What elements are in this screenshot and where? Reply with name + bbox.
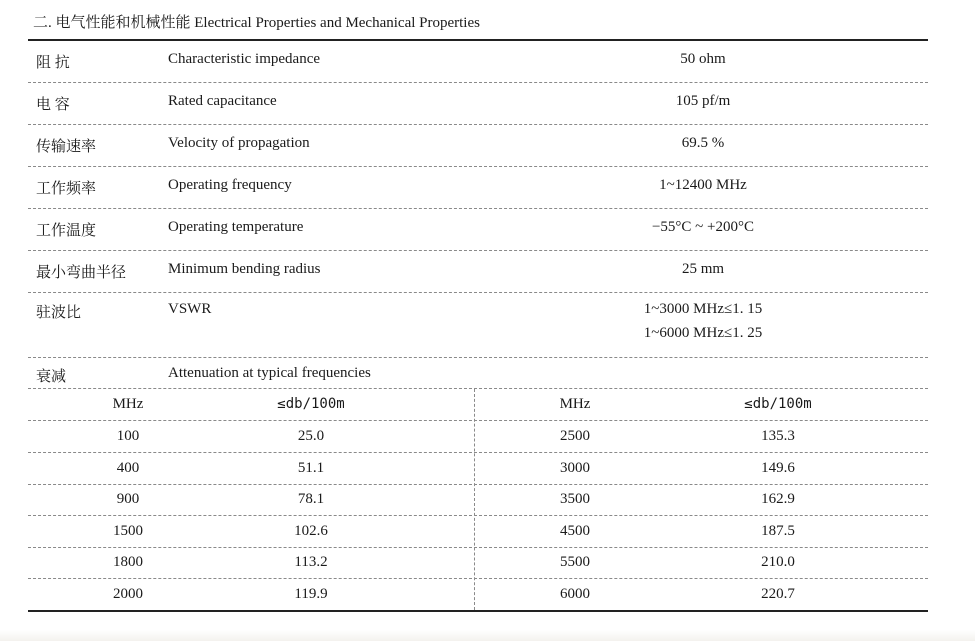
property-name-en: VSWR [168, 301, 212, 317]
attenuation-cell: 135.3 [761, 428, 795, 444]
attenuation-cell: 119.9 [294, 585, 328, 602]
attenuation-column-headers [28, 389, 928, 421]
property-value [628, 219, 778, 236]
property-name-en: Minimum bending radius [168, 261, 321, 277]
property-name-cn: 最小弯曲半径 [36, 265, 127, 281]
attenuation-cell: 113.2 [294, 554, 328, 570]
property-name-en: Velocity of propagation [168, 135, 310, 151]
frequency-cell: 900 [116, 491, 140, 507]
attenuation-row [28, 516, 928, 548]
property-name-cn: 工作频率 [36, 181, 97, 197]
property-row [28, 167, 928, 209]
property-name-cn: 传输速率 [36, 139, 97, 155]
frequency-cell: 2500 [560, 428, 590, 444]
frequency-cell: 1500 [113, 522, 143, 539]
attenuation-cell: 78.1 [297, 491, 325, 507]
attenuation-cell: 25.0 [297, 428, 325, 444]
frequency-cell: 100 [116, 428, 140, 444]
attenuation-label-en: Attenuation at typical frequencies [168, 365, 371, 381]
property-row [28, 41, 928, 83]
property-row [28, 83, 928, 125]
property-name-en: Operating temperature [168, 219, 304, 235]
column-divider [474, 389, 475, 610]
attenuation-cell: 210.0 [761, 554, 795, 570]
property-name-cn: 阻 抗 [36, 55, 70, 71]
attenuation-cell: 162.9 [761, 491, 795, 507]
frequency-cell: 2000 [113, 585, 143, 602]
property-name-cn: 工作温度 [36, 223, 97, 239]
frequency-cell: 5500 [560, 554, 590, 570]
attenuation-label-cn: 衰减 [36, 369, 67, 385]
attenuation-cell: 187.5 [761, 522, 795, 539]
attenuation-cell: 220.7 [761, 585, 795, 602]
property-value [628, 93, 778, 110]
property-name-en: Rated capacitance [168, 93, 277, 109]
property-row [28, 251, 928, 293]
frequency-cell: 6000 [560, 585, 590, 602]
property-value-line: 105 pf/m [675, 93, 731, 109]
property-value-line: 69.5 % [681, 135, 725, 151]
property-value-line: 50 ohm [680, 51, 726, 67]
property-value-line: −55°C ~ +200°C [651, 219, 755, 235]
attenuation-row [28, 579, 928, 610]
property-row [28, 293, 928, 358]
property-name-cn: 电 容 [36, 97, 70, 113]
col-header-db-1: ≤db/100m [277, 396, 345, 412]
col-header-mhz-1: MHz [112, 396, 144, 412]
property-row [28, 209, 928, 251]
attenuation-cell: 51.1 [297, 459, 325, 476]
attenuation-row [28, 421, 928, 453]
property-value [628, 261, 778, 278]
property-value-line: 25 mm [681, 261, 725, 277]
attenuation-header [28, 358, 928, 389]
col-header-db-2: ≤db/100m [744, 396, 812, 412]
page-edge [0, 630, 975, 641]
property-name-cn: 驻波比 [36, 305, 82, 321]
property-value [628, 135, 778, 152]
frequency-cell: 4500 [560, 522, 590, 539]
property-value-line: 1~12400 MHz [659, 177, 747, 193]
property-value [628, 51, 778, 68]
property-value-line: 1~3000 MHz≤1. 15 [643, 301, 763, 317]
property-name-en: Operating frequency [168, 177, 292, 193]
attenuation-row [28, 547, 928, 579]
property-name-en: Characteristic impedance [168, 51, 321, 67]
col-header-mhz-2: MHz [559, 396, 591, 412]
frequency-cell: 3000 [560, 459, 590, 476]
section-title: 二. 电气性能和机械性能 Electrical Properties and Mechanical Properties [33, 15, 480, 31]
property-row [28, 125, 928, 167]
frequency-cell: 3500 [560, 491, 590, 507]
property-value [628, 301, 778, 342]
bottom-rule [28, 610, 928, 612]
attenuation-row [28, 484, 928, 516]
property-value-line: 1~6000 MHz≤1. 25 [643, 325, 763, 341]
attenuation-row [28, 453, 928, 485]
attenuation-cell: 102.6 [294, 522, 328, 539]
property-value [628, 177, 778, 194]
frequency-cell: 1800 [113, 554, 143, 570]
frequency-cell: 400 [116, 459, 140, 476]
attenuation-cell: 149.6 [761, 459, 795, 476]
